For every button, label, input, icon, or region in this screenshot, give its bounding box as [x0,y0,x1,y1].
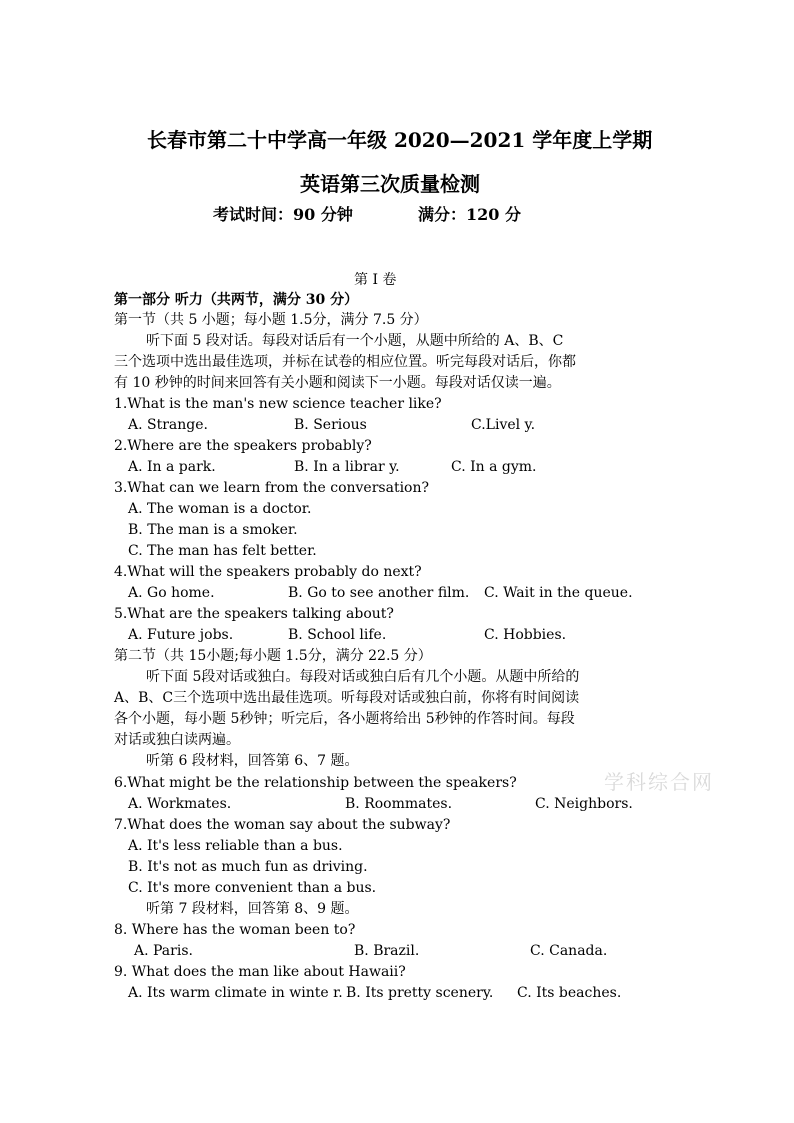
question-9: 9. What does the man like about Hawaii? [114,964,406,980]
q9-option-a: A. Its warm climate in winte r. [128,985,343,1001]
question-6: 6.What might be the relationship between the speakers? [114,775,517,791]
q3-option-c: C. The man has felt better. [128,543,317,559]
q8-option-b: B. Brazil. [354,943,420,959]
section1-heading: 第一节（共 5 小题；每小题 1.5分，满分 7.5 分） [114,312,428,328]
q1-option-a: A. Strange. [128,417,208,433]
q6-option-b: B. Roommates. [345,796,453,812]
question-2: 2.Where are the speakers probably? [114,438,372,454]
q9-option-b: B. Its pretty scenery. [346,985,494,1001]
q3-option-a: A. The woman is a doctor. [128,501,312,517]
q4-option-b: B. Go to see another film. [288,585,470,601]
q2-option-a: A. In a park. [128,459,216,475]
q5-option-c: C. Hobbies. [484,627,567,643]
q8-option-c: C. Canada. [530,943,608,959]
question-5: 5.What are the speakers talking about? [114,606,394,622]
q4-option-a: A. Go home. [128,585,215,601]
part1-heading: 第一部分 听力（共两节，满分 30 分） [114,292,359,308]
q2-option-b: B. In a librar y. [294,459,400,475]
q1-option-b: B. Serious [294,417,367,433]
q5-option-a: A. Future jobs. [128,627,234,643]
material-7-note: 听第 7 段材料，回答第 8、9 题。 [146,901,359,917]
section2-heading: 第二节（共 15小题;每小题 1.5分，满分 22.5 分） [114,648,432,664]
watermark: 学科综合网 [604,770,714,794]
exam-time: 考试时间：90 分钟 [213,205,353,224]
section2-instr-line: A、B、C三个选项中选出最佳选项。听每段对话或独白前，你将有时间阅读 [114,690,580,706]
question-8: 8. Where has the woman been to? [114,922,356,938]
q6-option-a: A. Workmates. [128,796,232,812]
exam-title: 长春市第二十中学高一年级 2020—2021 学年度上学期 [147,128,653,152]
material-6-note: 听第 6 段材料，回答第 6、7 题。 [146,753,359,769]
q7-option-a: A. It's less reliable than a bus. [128,838,343,854]
section1-instr-line: 三个选项中选出最佳选项，并标在试卷的相应位置。听完每段对话后，你都 [114,354,576,370]
exam-score: 满分：120 分 [418,205,521,224]
q4-option-c: C. Wait in the queue. [484,585,633,601]
exam-subtitle: 英语第三次质量检测 [300,172,480,196]
question-7: 7.What does the woman say about the subway? [114,817,451,833]
section2-instr-line: 各个小题，每小题 5秒钟；听完后，各小题将给出 5秒钟的作答时间。每段 [114,711,575,727]
q3-option-b: B. The man is a smoker. [128,522,298,538]
question-3: 3.What can we learn from the conversation? [114,480,429,496]
section2-instr-line: 听下面 5段对话或独白。每段对话或独白后有几个小题。从题中所给的 [146,669,580,685]
q7-option-c: C. It's more convenient than a bus. [128,880,377,896]
q7-option-b: B. It's not as much fun as driving. [128,859,368,875]
q9-option-c: C. Its beaches. [517,985,622,1001]
q8-option-a: A. Paris. [134,943,193,959]
question-1: 1.What is the man's new science teacher like? [114,396,442,412]
q2-option-c: C. In a gym. [451,459,537,475]
volume-label: 第 I 卷 [354,272,397,288]
question-4: 4.What will the speakers probably do next? [114,564,422,580]
section1-instr-line: 听下面 5 段对话。每段对话后有一个小题，从题中所给的 A、B、C [146,333,564,349]
q1-option-c: C.Livel y. [471,417,536,433]
q5-option-b: B. School life. [288,627,387,643]
section1-instr-line: 有 10 秒钟的时间来回答有关小题和阅读下一小题。每段对话仅读一遍。 [114,375,561,391]
q6-option-c: C. Neighbors. [535,796,633,812]
section2-instr-line: 对话或独白读两遍。 [114,732,240,748]
